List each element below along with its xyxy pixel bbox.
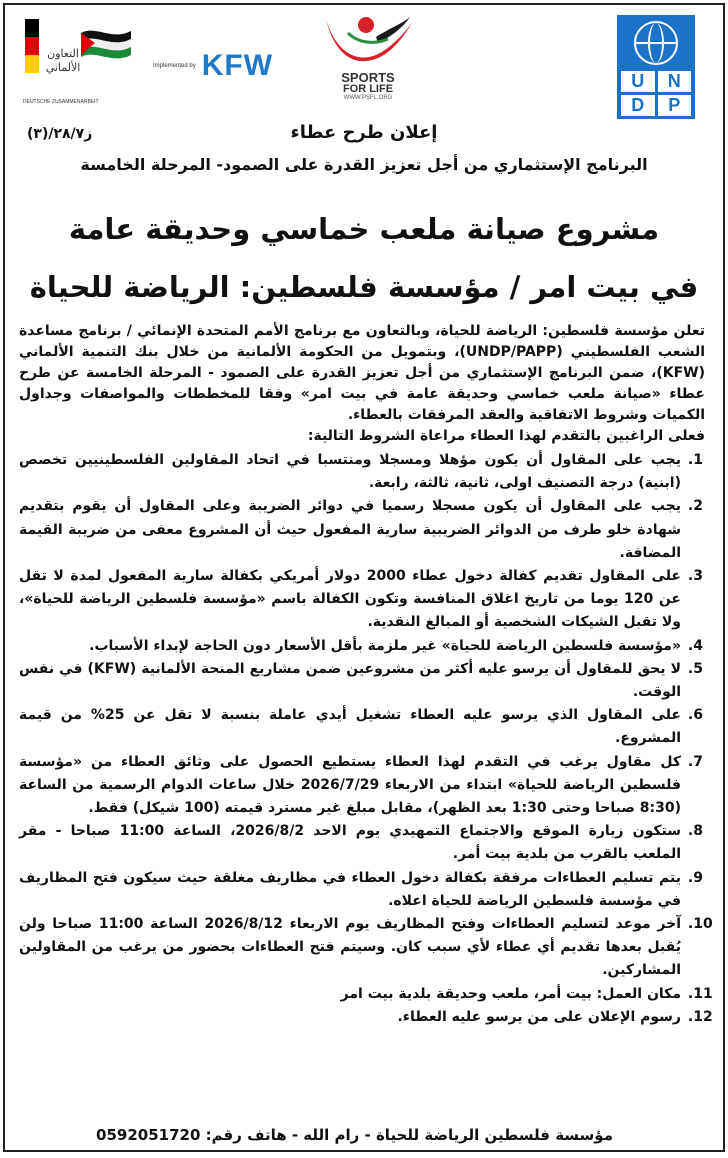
sports-label: SPORTS [341, 70, 395, 85]
giz-german-label: DEUTSCHE ZUSAMMENARBEIT [23, 99, 99, 105]
undp-logo [617, 15, 695, 119]
intro-paragraph: تعلن مؤسسة فلسطين: الرياضة للحياة، وبالتعاون مع برنامج الأمم المتحدة الإنمائي / برنامج مساعدة الشعب الفلسطيني (UNDP/PAPP)، وبتمويل من الحكومة الألمانية من خلال بنك التنمية الألماني (KFW)، ضمن البرنامج الإستثماري من أجل تعزيز القدرة على الصمود - المرحلة الخامسة عن طرح عطاء «صيانة ملعب خماسي وحديقة عامة في بيت امر» وفقا للمخططات والمواصفات وجداول الكميات وشروط الاتفاقية والعقد المرفقات بالعطاء. [19, 323, 706, 423]
condition-item: 2. يجب على المقاول أن يكون مسجلا رسميا في دوائر الضريبة وعلى المقاول أن يقوم بتقديم شهادة خلو طرف من الدوائر الضريبية سارية المفعول حيث أن المشروع معفى من ضريبة القيمة المضافة. [19, 495, 683, 565]
condition-item: 6. على المقاول الذي يرسو عليه العطاء تشغيل أيدي عاملة بنسبة لا تقل عن 25% من قيمة المشروع. [19, 704, 683, 750]
condition-item: 8. ستكون زيارة الموقع والاجتماع التمهيدي يوم الاحد 2026/8/2، الساعة 11:00 صباحا - مقر الملعب بالقرب من بلدية بيت أمر. [19, 820, 683, 866]
un-globe-icon [634, 21, 678, 65]
program-subtitle: البرنامج الإستثماري من أجل تعزيز القدرة على الصمود- المرحلة الخامسة [80, 155, 648, 174]
project-title-line1: مشروع صيانة ملعب خماسي وحديقة عامة [68, 212, 660, 246]
sports-for-life-icon [318, 13, 418, 69]
undp-letter: N [658, 71, 692, 92]
condition-item: 9. يتم تسليم العطاءات مرفقة بكفالة دخول العطاء في مظاريف مغلقة حيث سيكون فتح المظاريف في مؤسسة فلسطين الرياضة للحياة اعلاه. [19, 867, 683, 913]
german-cooperation-logo [23, 15, 133, 105]
giz-arabic-line: التعاون [47, 47, 79, 60]
condition-item: 10. آخر موعد لتسليم العطاءات وفتح المظاريف يوم الاربعاء 2026/8/12 الساعة 11:00 صباحا ولن يُقبل بعدها تقديم أي عطاء لأي سبب كان. وسيتم فتح العطاءات بحضور من يرغب من المقاولين المشاركين. [19, 913, 683, 983]
page-title: إعلان طرح عطاء [290, 122, 438, 143]
condition-item: 12. رسوم الإعلان على من يرسو عليه العطاء. [19, 1006, 683, 1029]
condition-item: 5. لا يحق للمقاول أن يرسو عليه أكثر من مشروعين ضمن مشاريع المنحة الألمانية (KFW) في نفس الوقت. [19, 658, 683, 704]
sports-for-life-logo [313, 13, 423, 113]
undp-letter: U [621, 71, 655, 92]
footer-organization: مؤسسة فلسطين الرياضة للحياة - رام الله - هاتف رقم: [205, 1126, 613, 1144]
undp-letter: D [621, 95, 655, 116]
footer-phone: 0592051720 [96, 1126, 201, 1144]
conditions-intro: فعلى الراغبين بالتقدم لهذا العطاء مراعاة الشروط التالية: [307, 428, 705, 444]
logos-bar [5, 5, 723, 125]
kfw-wordmark: KFW [201, 49, 274, 82]
condition-item: 3. على المقاول تقديم كفالة دخول عطاء 2000 دولار أمريكي بكفالة سارية المفعول لمدة لا تقل عن 120 يوما من تاريخ اغلاق المنافسة وتكون الكفالة باسم «مؤسسة فلسطين الرياضة للحياة»، ولا تقبل الشيكات الشخصية أو المبالغ النقدية. [19, 565, 683, 635]
condition-item: 7. كل مقاول يرغب في التقدم لهذا العطاء يستطيع الحصول على وثائق العطاء من «مؤسسة فلسطين الرياضة للحياة» ابتداء من الاربعاء 2026/7/29 خلال ساعات الدوام الرسمية من الساعة (8:30 صباحا وحتى 1:30 بعد الظهر)، مقابل مبلغ غير مسترد قيمته (100 شيكل) فقط. [19, 751, 683, 821]
condition-item: 11. مكان العمل: بيت أمر، ملعب وحديقة بلدية بيت امر [19, 983, 683, 1006]
reference-number: ز٢٨/٧/(٣) [27, 126, 93, 142]
for-life-label: FOR LIFE [342, 83, 394, 95]
kfw-logo [153, 51, 273, 81]
announcement-body [19, 321, 705, 1029]
giz-arabic-line: الألماني [45, 61, 81, 74]
undp-letter: P [658, 95, 692, 116]
contact-footer [19, 1126, 613, 1144]
conditions-list [19, 449, 705, 1029]
condition-item: 4. «مؤسسة فلسطين الرياضة للحياة» غير ملزمة بأقل الأسعار دون الحاجة لإبداء الأسباب. [19, 635, 683, 658]
condition-item: 1. يجب على المقاول أن يكون مؤهلا ومسجلا ومنتسبا في اتحاد المقاولين الفلسطينيين تخصص (ابنية) درجة التصنيف اولى، ثانية، ثالثة، رابعة. [19, 449, 683, 495]
project-title-line2: في بيت امر / مؤسسة فلسطين: الرياضة للحياة [29, 270, 699, 304]
sports-url: WWW.PSFL.ORG [343, 95, 393, 101]
tender-announcement [3, 3, 725, 1152]
implemented-by-label: Implemented by [153, 63, 196, 69]
